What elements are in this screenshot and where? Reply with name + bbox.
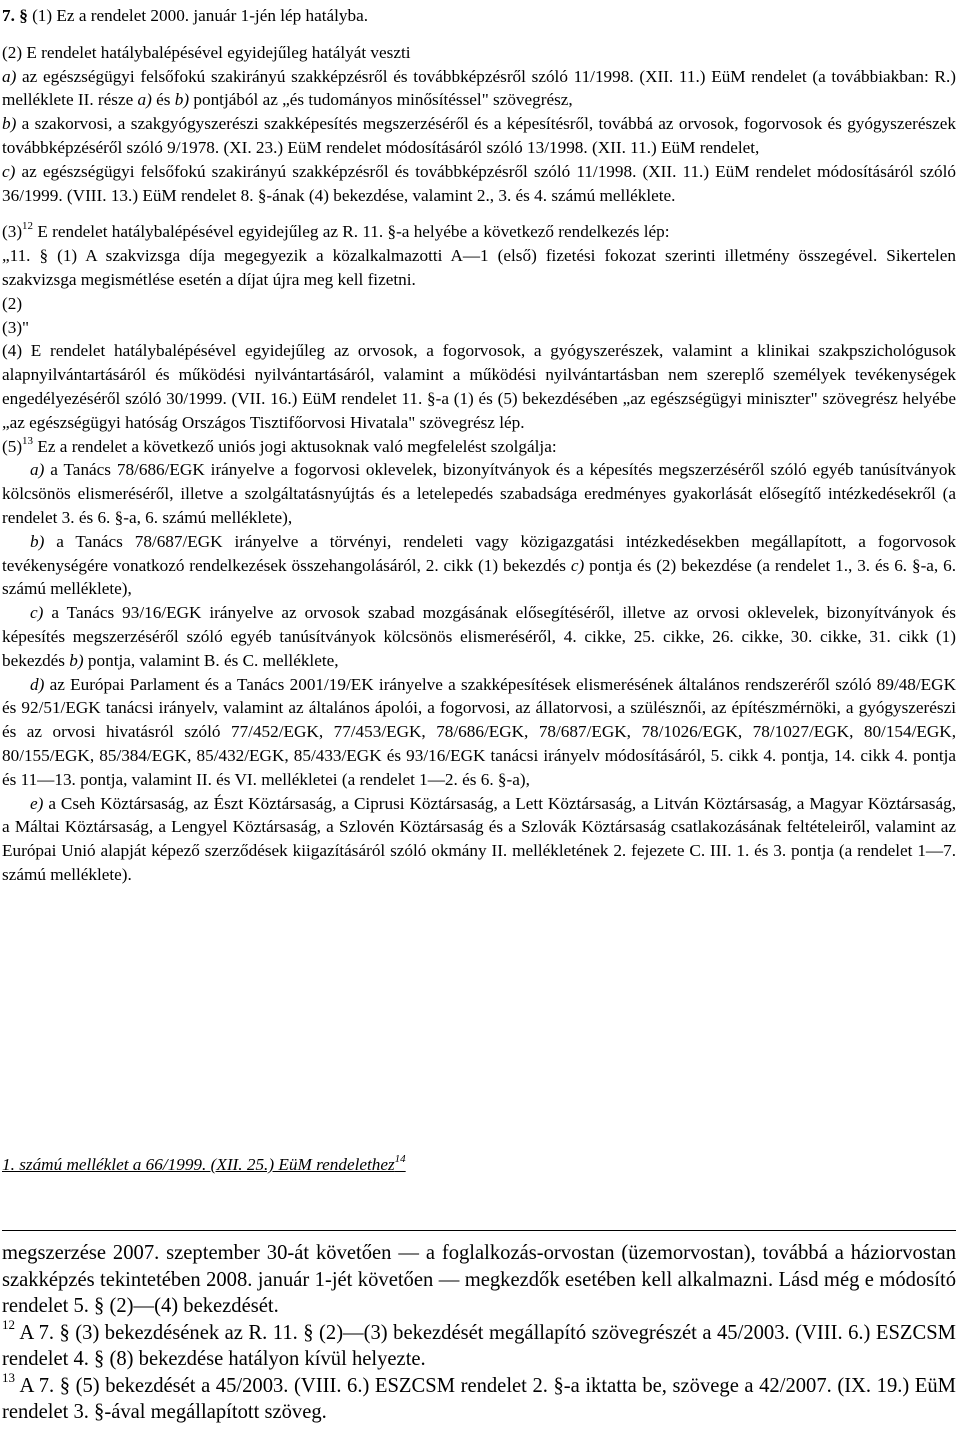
paragraph-2-point-a	[2, 65, 956, 113]
footnote-ref-12[interactable]: 12	[22, 220, 34, 233]
paragraph-3-quoted-2: (2)	[2, 293, 23, 313]
footnote-13-number: 13	[2, 1369, 15, 1385]
p5-point-b-text-2: pontja és (2) bekezdése (a rendelet 1., 3. és 6. §-a, 6. számú melléklete),	[2, 555, 957, 599]
paragraph-3-number: (3)	[2, 222, 23, 242]
footnote-ref-14[interactable]: 14	[394, 1153, 406, 1165]
footnote-ref-13[interactable]: 13	[22, 434, 34, 447]
paragraph-5-number: (5)	[2, 436, 23, 456]
p5-point-c-text-1: a Tanács 93/16/EGK irányelve az orvosok szabad mozgásának elősegítéséről, illetve az orvosi oklevelek, bizonyítványok és képesítés megszerzéséről szóló egyéb tanúsítványok kölcsönös elismeréséről, 4. cikke, 25. cikke, 26. cikke, 30. cikke, 31. cikk (1) bekezdés	[2, 603, 956, 670]
p5-point-d-label: d)	[30, 674, 45, 694]
section-sign: §	[19, 6, 28, 25]
point-a-text: az egészségügyi felsőfokú szakirányú szakképzésről és továbbképzésről szóló 11/1998. (XII. 11.) EüM rendelet (a továbbiakban: R.) melléklete II. része	[2, 66, 956, 110]
p5-point-e-label: e)	[30, 793, 44, 813]
footnote-continuation: megszerzése 2007. szeptember 30-át követően — a foglalkozás-orvostan (üzemorvostan), továbbá a háziorvostan szakképzés tekintetében 2008. január 1-jét követően — megkezdők esetében kell alkalmazni. Lásd még e módosító rendelet 5. § (2)—(4) bekezdését.	[2, 1242, 956, 1317]
p5-point-b-ref: c)	[570, 555, 585, 575]
p5-point-c-ref: b)	[69, 650, 84, 670]
paragraph-5-point-b	[2, 530, 956, 601]
paragraph-5-text: Ez a rendelet a következő uniós jogi aktusoknak való megfelelést szolgálja:	[37, 436, 557, 456]
point-a-ref-a: a)	[137, 90, 152, 110]
p5-point-a-label: a)	[30, 460, 45, 480]
paragraph-3-text: E rendelet hatálybalépésével egyidejűleg az R. 11. §-a helyébe a következő rendelkezés lép:	[37, 222, 670, 242]
paragraph-2-point-c	[2, 160, 956, 208]
point-a-tail: pontjából az „és tudományos minősítéssel" szövegrész,	[193, 90, 573, 110]
point-a-and: és	[156, 90, 171, 110]
section-7-paragraph-4: (4) E rendelet hatálybalépésével egyidejűleg az orvosok, a fogorvosok, a gyógyszerészek, valamint a klinikai szakpszichológusok alapnyilvántartásáról és működési nyilvántartásáról, valamint a működési nyilvántartásban nem szereplő személyek tevékenységek engedélyezéséről szóló 30/1999. (VII. 16.) EüM rendelet 11. §-a (1) és (5) bekezdésében „az egészségügyi miniszter" szövegrész helyébe „az egészségügyi hatóság Országos Tisztifőorvosi Hivatala" szövegrész lép.	[2, 341, 956, 432]
p5-point-e-text: a Cseh Köztársaság, az Észt Köztársaság, a Ciprusi Köztársaság, a Lett Köztársaság, a Litván Köztársaság, a Magyar Köztársaság, a Máltai Köztársaság, a Lengyel Köztársaság, a Szlovén Köztársaság és a Szlovák Köztársaság csatlakozásának feltételeiről, valamint az Európai Unió alapját képező szerződések kiigazításáról szóló okmány II. mellékletének 2. fejezete C. III. 1. és 3. pontja (a rendelet 1—7. számú melléklete).	[2, 793, 957, 884]
point-c-label: c)	[2, 161, 16, 181]
paragraph-5-point-c	[2, 601, 956, 672]
paragraph-3-quoted-text: „11. § (1) A szakvizsga díja megegyezik a közalkalmazotti A—1 (első) fizetési fokozat szerinti illetmény összegével. Sikertelen szakvizsga megismétlése esetén a díjat újra meg kell fizetni.	[2, 246, 956, 289]
p5-point-b-label: b)	[30, 531, 45, 551]
paragraph-5-point-e	[2, 792, 956, 887]
section-number: 7.	[2, 6, 15, 25]
footnote-12-text: A 7. § (3) bekezdésének az R. 11. § (2)—(3) bekezdését megállapító szövegrészét a 45/2003. (VIII. 6.) ESZCSM rendelet 4. § (8) bekezdése hatályon kívül helyezte.	[2, 1321, 956, 1370]
paragraph-3-quoted-3: (3)"	[2, 317, 30, 337]
footnote-12-number: 12	[2, 1316, 15, 1332]
footnotes-area	[2, 1240, 956, 1426]
p5-point-c-label: c)	[30, 603, 44, 623]
paragraph-2-point-b	[2, 112, 956, 160]
footnote-12	[2, 1316, 956, 1373]
annex-1-title[interactable]	[2, 1153, 406, 1177]
point-a-ref-b: b)	[174, 90, 190, 110]
p5-point-a-text: a Tanács 78/686/EGK irányelve a fogorvosi oklevelek, bizonyítványok és a képesítés megszerzéséről szóló egyéb tanúsítványok kölcsönös elismeréséről, illetve a szolgáltatásnyújtás és a letelepedés szabadsága eredményes gyakorlását elősegítő intézkedésekről (a rendelet 3. és 6. §-a, 6. számú melléklete),	[2, 460, 957, 527]
paragraph-5-point-a	[2, 458, 956, 529]
point-a-label: a)	[2, 66, 17, 86]
paragraph-1-text: (1) Ez a rendelet 2000. január 1-jén lép hatályba.	[32, 6, 369, 25]
p5-point-b-text-1: a Tanács 78/687/EGK irányelve a törvényi, rendeleti vagy közigazgatási intézkedésekben megállapított, a fogorvosok tevékenységére vonatkozó rendelkezések összehangolásáról, 2. cikk (1) bekezdés	[2, 531, 956, 575]
point-c-text: az egészségügyi felsőfokú szakirányú szakképzésről és továbbképzésről szóló 11/1998. (XII. 11.) EüM rendelet módosításáról szóló 36/1999. (VIII. 13.) EüM rendelet 8. §-ának (4) bekezdése, valamint 2., 3. és 4. számú melléklete.	[2, 161, 956, 205]
section-7-paragraph-3	[2, 220, 956, 244]
section-7-paragraph-5	[2, 435, 956, 459]
footnote-divider	[2, 1230, 956, 1231]
point-b-text: a szakorvosi, a szakgyógyszerészi szakképesítés megszerzéséről és a képesítésről, továbbá az orvosok, fogorvosok és gyógyszerészek továbbképzéséről szóló 9/1978. (XI. 23.) EüM rendelet módosításáról szóló 13/1998. (XII. 11.) EüM rendelet,	[2, 114, 956, 157]
annex-1-title-text: 1. számú melléklet a 66/1999. (XII. 25.) EüM rendelethez	[2, 1155, 395, 1174]
footnote-13	[2, 1369, 956, 1426]
footnote-13-text: A 7. § (5) bekezdését a 45/2003. (VIII. 6.) ESZCSM rendelet 2. §-a iktatta be, szövege a 42/2007. (IX. 19.) EüM rendelet 3. §-ával megállapított szöveg.	[2, 1374, 956, 1423]
section-7-body	[2, 4, 956, 887]
p5-point-d-text: az Európai Parlament és a Tanács 2001/19/EK irányelve a szakképesítések elismerésének általános rendszeréről szóló 89/48/EGK és 92/51/EGK tanácsi irányelv, valamint az általános ápolói, a fogorvosi, az állatorvosi, a szülésznői, az építészmérnöki, a gyógyszerészi és az orvosi hivatásról szóló 77/452/EGK, 77/453/EGK, 78/686/EGK, 78/687/EGK, 78/1026/EGK, 78/1027/EGK, 80/154/EGK, 80/155/EGK, 85/384/EGK, 85/432/EGK, 85/433/EGK és 93/16/EGK tanácsi irányelv módosításáról, 5. cikk 4. pontja, 14. cikk 4. pontja és 11—13. pontja, valamint II. és VI. mellékletei (a rendelet 1—2. és 6. §-a),	[2, 674, 957, 789]
point-b-label: b)	[2, 114, 17, 134]
paragraph-5-point-d	[2, 673, 956, 792]
p5-point-c-text-2: pontja, valamint B. és C. melléklete,	[87, 650, 339, 670]
section-7-paragraph-2-intro: (2) E rendelet hatálybalépésével egyidejűleg hatályát veszti	[2, 42, 411, 62]
section-7-paragraph-1	[2, 4, 956, 28]
